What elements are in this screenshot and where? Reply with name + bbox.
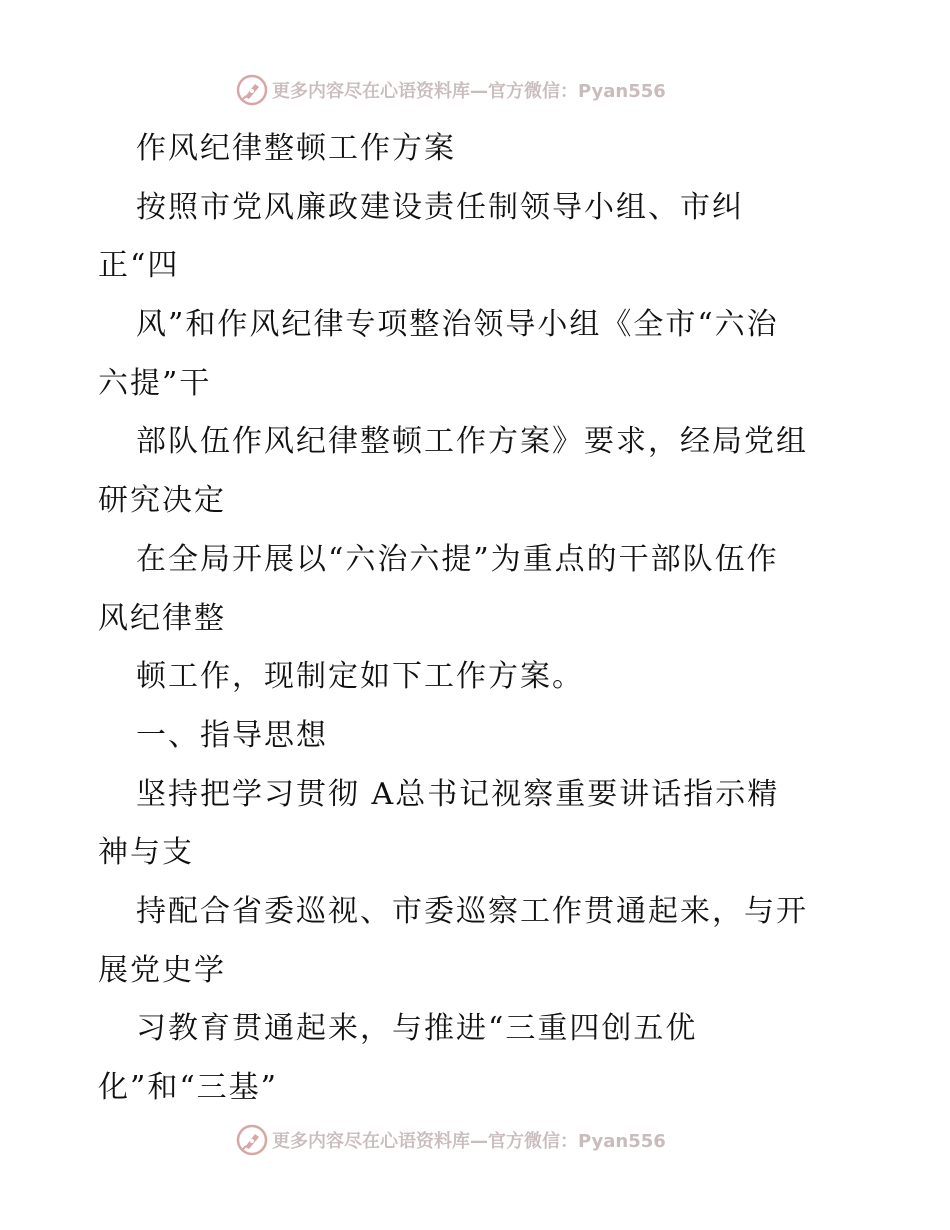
pen-nib-logo-icon	[236, 74, 268, 106]
text-line: 六提”干	[98, 365, 212, 401]
text-line: 风纪律整	[98, 600, 226, 636]
text-line: 正“四	[98, 248, 180, 284]
text-line: 部队伍作风纪律整顿工作方案》要求，经局党组	[136, 424, 808, 460]
watermark-footer	[236, 1123, 666, 1157]
text-line: 展党史学	[98, 952, 226, 988]
text-line: 神与支	[98, 835, 194, 871]
pen-nib-logo-icon	[236, 1124, 268, 1156]
document-body	[98, 120, 858, 1118]
text-line: 一、指导思想	[136, 717, 328, 753]
watermark-text: 更多内容尽在心语资料库—官方微信：Pyan556	[272, 81, 666, 102]
text-line: 持配合省委巡视、市委巡察工作贯通起来，与开	[136, 893, 808, 929]
watermark-text: 更多内容尽在心语资料库—官方微信：Pyan556	[272, 1131, 666, 1152]
text-line: 坚持把学习贯彻 A总书记视察重要讲话指示精	[136, 776, 780, 812]
text-line: 作风纪律整顿工作方案	[136, 131, 456, 166]
text-line: 习教育贯通起来，与推进“三重四创五优	[136, 1011, 698, 1047]
text-line: 按照市党风廉政建设责任制领导小组、市纠	[136, 189, 744, 225]
watermark-header	[236, 73, 666, 107]
text-line: 化”和“三基”	[98, 1070, 279, 1105]
text-line: 风”和作风纪律专项整治领导小组《全市“六治	[136, 307, 779, 343]
text-line: 顿工作，现制定如下工作方案。	[136, 659, 584, 695]
text-line: 在全局开展以“六治六提”为重点的干部队伍作	[136, 541, 779, 577]
text-line: 研究决定	[98, 483, 226, 519]
